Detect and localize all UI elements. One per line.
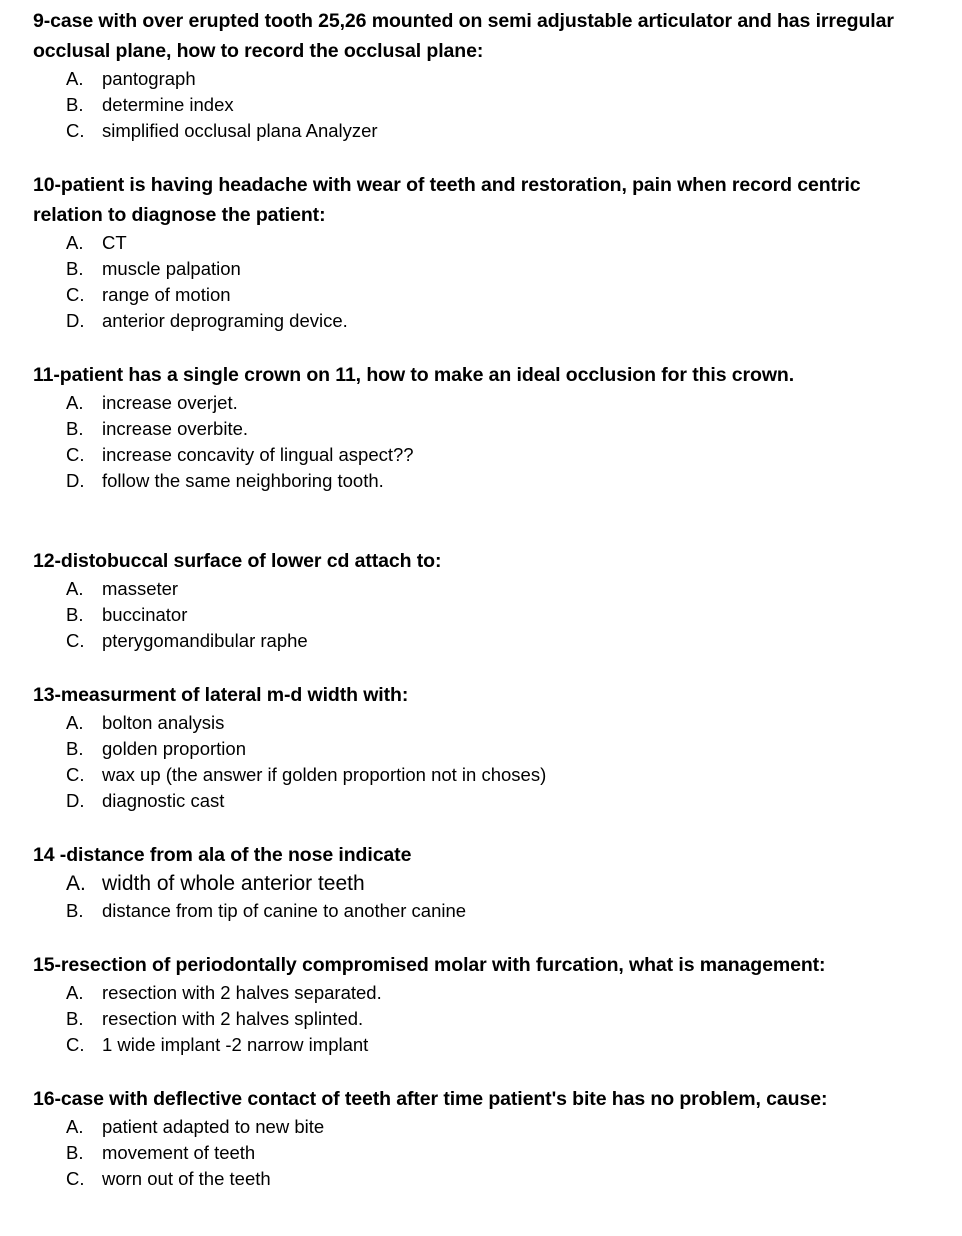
option-letter: A. xyxy=(66,578,84,599)
option-a xyxy=(33,230,933,256)
option-text: bolton analysis xyxy=(102,712,225,733)
option-letter: B. xyxy=(66,1142,84,1163)
option-text: simplified occlusal plana Analyzer xyxy=(102,120,378,141)
question-14 xyxy=(33,840,933,924)
option-a xyxy=(33,66,933,92)
option-text: movement of teeth xyxy=(102,1142,256,1163)
question-16 xyxy=(33,1084,933,1192)
option-list xyxy=(33,230,933,334)
option-c xyxy=(33,1032,933,1058)
option-c xyxy=(33,442,933,468)
question-text: 9-case with over erupted tooth 25,26 mounted on semi adjustable articulator and has irregular occlusal plane, how to record the occlusal plane: xyxy=(33,10,894,62)
option-list xyxy=(33,1114,933,1192)
document-page xyxy=(33,6,933,1192)
option-c xyxy=(33,762,933,788)
option-letter: C. xyxy=(66,444,85,465)
option-letter: A. xyxy=(66,1116,84,1137)
option-letter: C. xyxy=(66,1168,85,1189)
option-text: determine index xyxy=(102,94,234,115)
option-text: masseter xyxy=(102,578,179,599)
option-text: increase overbite. xyxy=(102,418,249,439)
option-letter: D. xyxy=(66,790,85,811)
option-a xyxy=(33,710,933,736)
option-text: width of whole anterior teeth xyxy=(102,872,365,895)
option-letter: A. xyxy=(66,712,84,733)
option-letter: B. xyxy=(66,604,84,625)
option-a xyxy=(33,1114,933,1140)
option-text: diagnostic cast xyxy=(102,790,225,811)
option-text: increase overjet. xyxy=(102,392,238,413)
option-letter: A. xyxy=(66,982,84,1003)
question-11 xyxy=(33,360,933,494)
option-text: muscle palpation xyxy=(102,258,241,279)
option-text: anterior deprograming device. xyxy=(102,310,348,331)
option-list xyxy=(33,576,933,654)
option-letter: A. xyxy=(66,232,84,253)
question-text: 10-patient is having headache with wear of teeth and restoration, pain when record centric relation to diagnose the patient: xyxy=(33,174,861,226)
question-text: 11-patient has a single crown on 11, how to make an ideal occlusion for this crown. xyxy=(33,364,795,386)
option-a xyxy=(33,576,933,602)
option-c xyxy=(33,118,933,144)
option-letter: D. xyxy=(66,310,85,331)
option-a xyxy=(33,870,933,898)
option-d xyxy=(33,308,933,334)
question-text: 13-measurment of lateral m-d width with: xyxy=(33,684,409,706)
option-b xyxy=(33,256,933,282)
option-list xyxy=(33,66,933,144)
option-text: worn out of the teeth xyxy=(102,1168,271,1189)
option-letter: B. xyxy=(66,418,84,439)
option-text: buccinator xyxy=(102,604,188,625)
option-b xyxy=(33,416,933,442)
option-b xyxy=(33,736,933,762)
option-letter: B. xyxy=(66,258,84,279)
option-letter: A. xyxy=(66,392,84,413)
option-letter: B. xyxy=(66,738,84,759)
option-letter: A. xyxy=(66,68,84,89)
option-text: CT xyxy=(102,232,127,253)
option-d xyxy=(33,468,933,494)
option-text: patient adapted to new bite xyxy=(102,1116,325,1137)
option-list xyxy=(33,980,933,1058)
question-10 xyxy=(33,170,933,334)
option-letter: C. xyxy=(66,764,85,785)
option-list xyxy=(33,870,933,924)
question-13 xyxy=(33,680,933,814)
option-text: golden proportion xyxy=(102,738,246,759)
option-c xyxy=(33,282,933,308)
option-letter: B. xyxy=(66,900,84,921)
question-text: 12-distobuccal surface of lower cd attach to: xyxy=(33,550,442,572)
option-a xyxy=(33,980,933,1006)
question-9 xyxy=(33,6,933,144)
option-b xyxy=(33,602,933,628)
option-text: 1 wide implant -2 narrow implant xyxy=(102,1034,369,1055)
option-text: distance from tip of canine to another canine xyxy=(102,900,467,921)
option-text: pantograph xyxy=(102,68,196,89)
option-letter: C. xyxy=(66,284,85,305)
option-b xyxy=(33,1140,933,1166)
option-letter: D. xyxy=(66,470,85,491)
option-text: resection with 2 halves splinted. xyxy=(102,1008,364,1029)
option-letter: B. xyxy=(66,94,84,115)
option-list xyxy=(33,390,933,494)
option-letter: C. xyxy=(66,120,85,141)
option-text: follow the same neighboring tooth. xyxy=(102,470,384,491)
option-c xyxy=(33,1166,933,1192)
option-text: resection with 2 halves separated. xyxy=(102,982,382,1003)
question-15 xyxy=(33,950,933,1058)
option-letter: A. xyxy=(66,872,86,895)
option-text: pterygomandibular raphe xyxy=(102,630,308,651)
question-text: 15-resection of periodontally compromised molar with furcation, what is management: xyxy=(33,954,826,976)
question-text: 16-case with deflective contact of teeth after time patient's bite has no problem, cause: xyxy=(33,1088,828,1110)
option-b xyxy=(33,92,933,118)
option-letter: C. xyxy=(66,630,85,651)
option-letter: B. xyxy=(66,1008,84,1029)
option-text: increase concavity of lingual aspect?? xyxy=(102,444,414,465)
option-c xyxy=(33,628,933,654)
question-text: 14 -distance from ala of the nose indicate xyxy=(33,844,412,866)
option-letter: C. xyxy=(66,1034,85,1055)
option-b xyxy=(33,898,933,924)
option-b xyxy=(33,1006,933,1032)
option-text: wax up (the answer if golden proportion not in choses) xyxy=(102,764,547,785)
option-text: range of motion xyxy=(102,284,231,305)
option-a xyxy=(33,390,933,416)
question-12 xyxy=(33,546,933,654)
option-list xyxy=(33,710,933,814)
option-d xyxy=(33,788,933,814)
